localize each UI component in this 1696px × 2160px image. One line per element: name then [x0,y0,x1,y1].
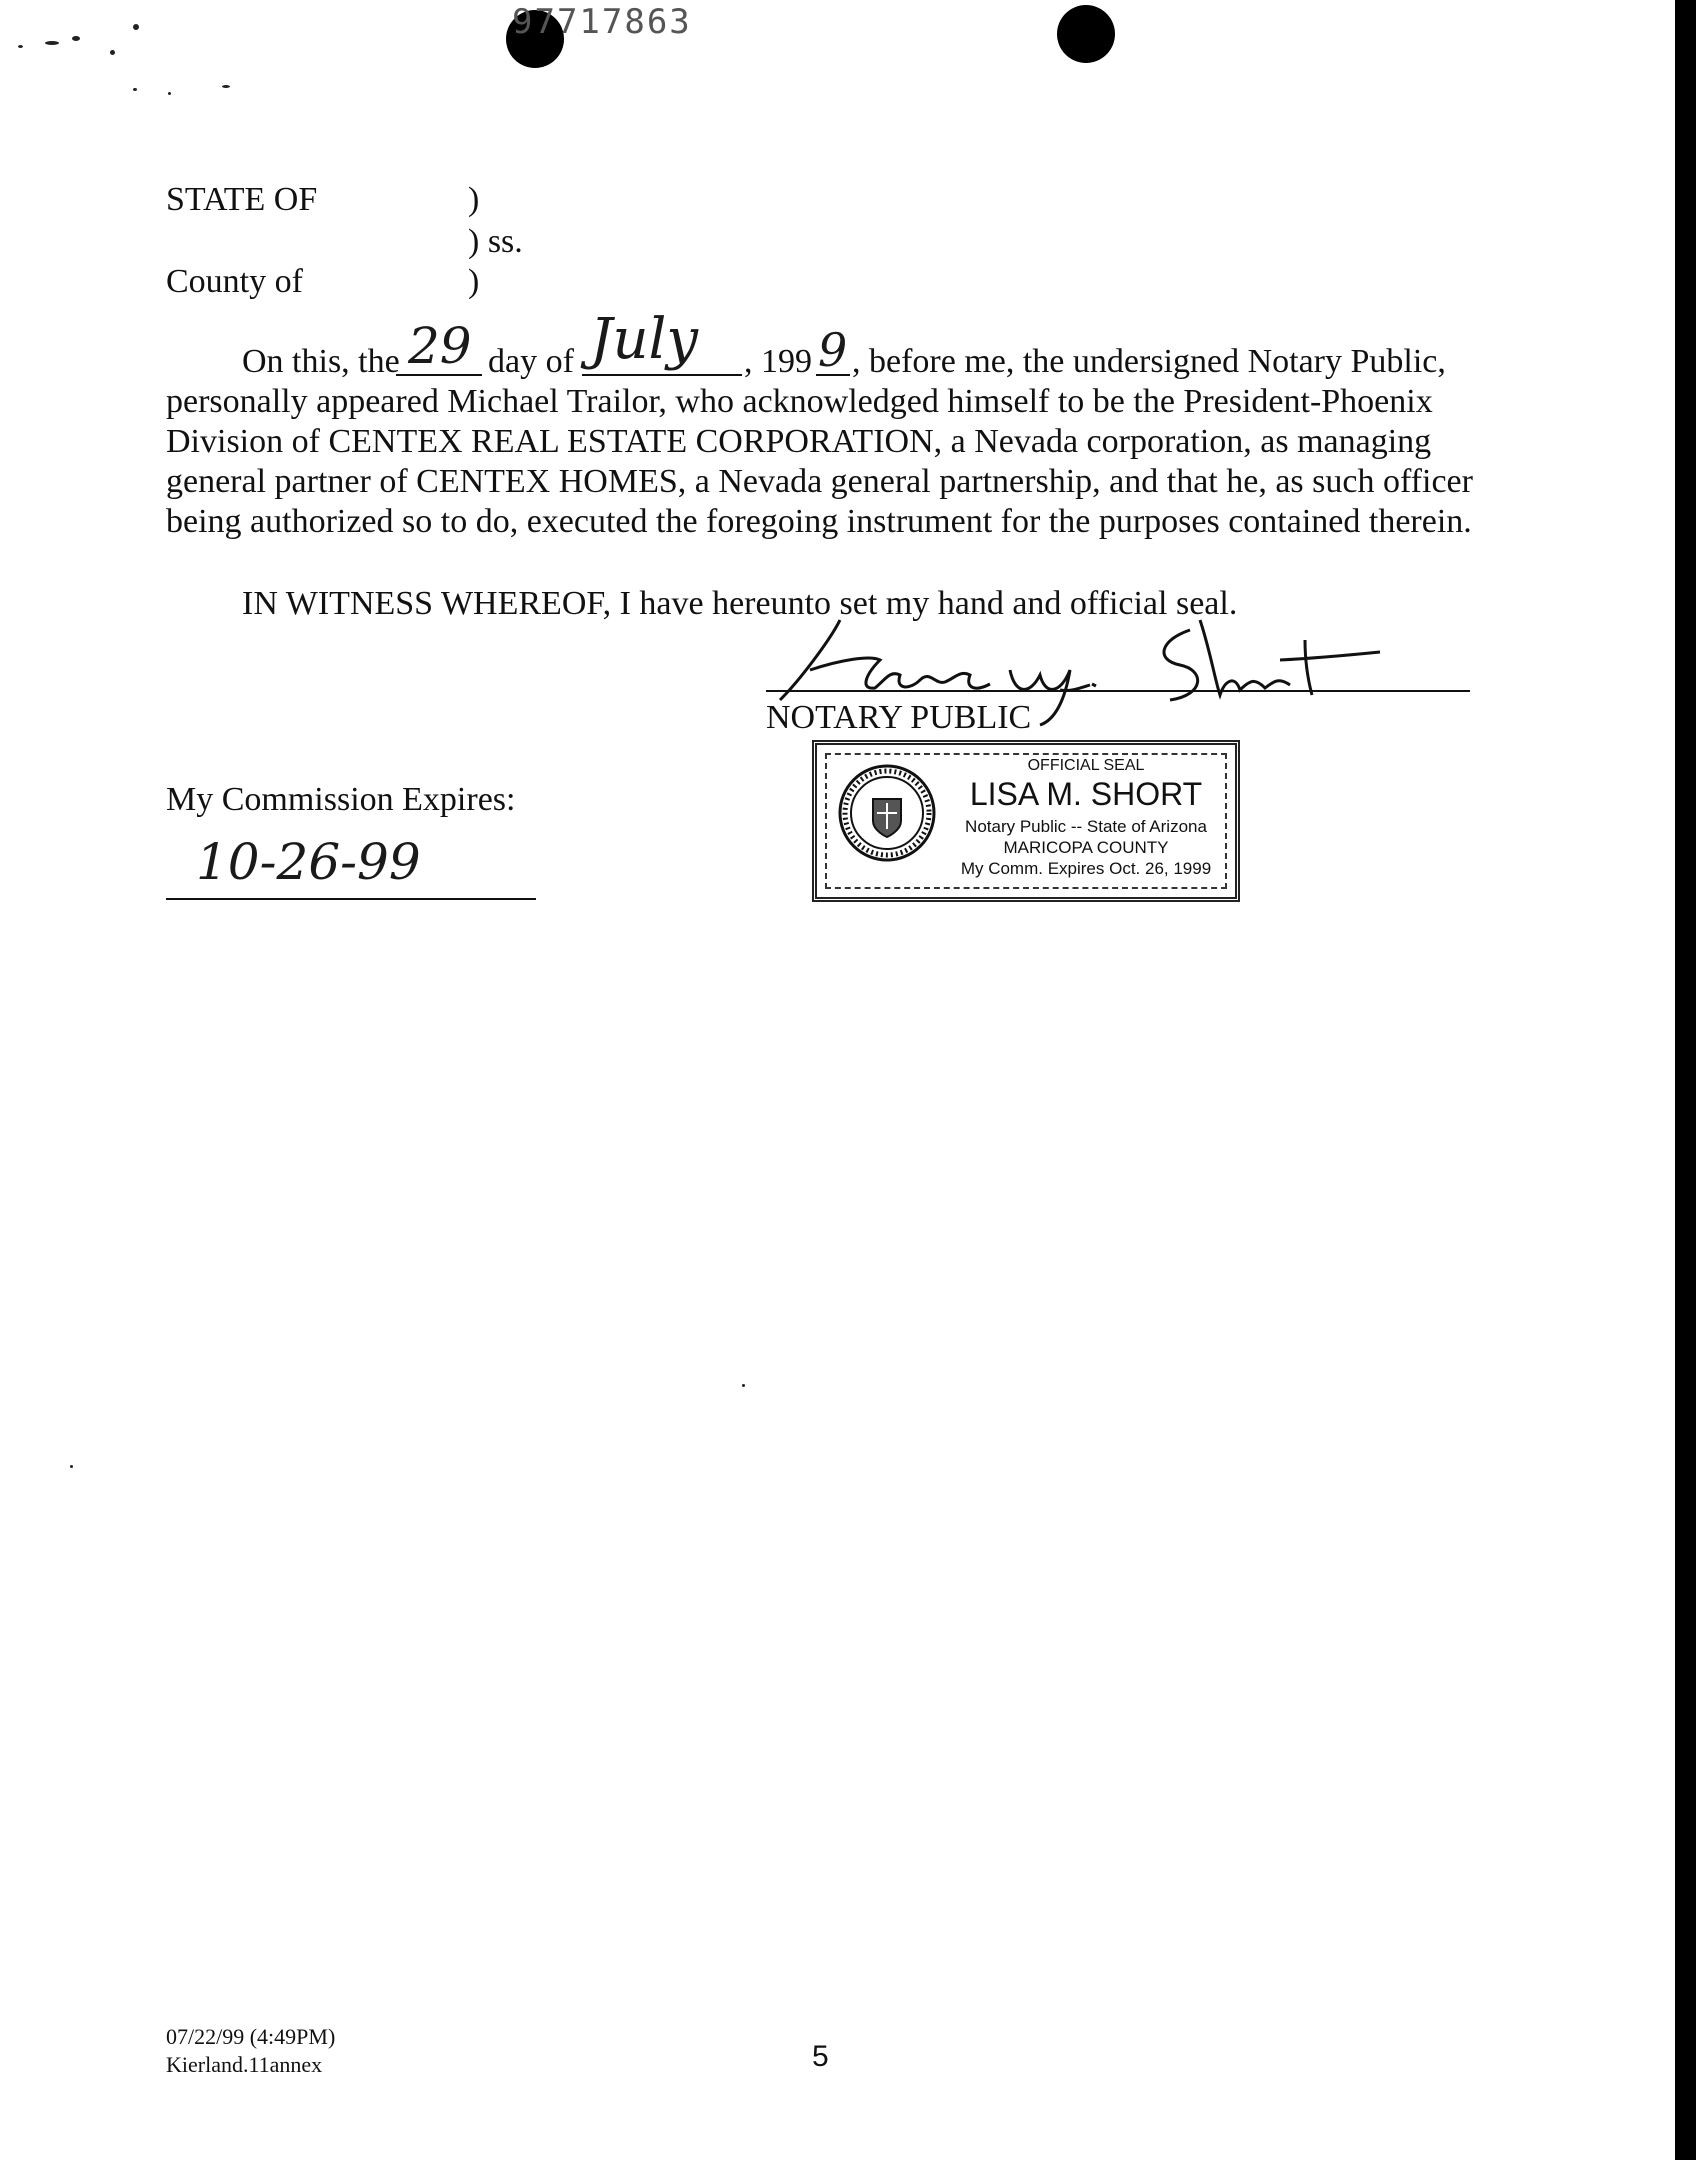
seal-line-1: Notary Public -- State of Arizona [965,817,1207,836]
scan-speck [133,88,137,91]
handwritten-commission-date: 10-26-99 [196,833,421,891]
ack-line-5: being authorized so to do, executed the foregoing instrument for the purposes contained therein. [166,503,1472,540]
scan-speck [70,1465,73,1468]
ack-line-4: general partner of CENTEX HOMES, a Nevada general partnership, and that he, as such officer [166,463,1473,500]
scan-speck [72,36,80,41]
ack-text-before-me: , before me, the undersigned Notary Public, [852,343,1446,380]
scan-speck [222,85,230,88]
month-blank [582,374,742,376]
page-number: 5 [812,2040,829,2073]
ack-text-year: , 199 [744,343,812,380]
commission-date-line [166,898,536,900]
scan-speck [110,50,115,55]
official-seal-stamp [812,740,1240,902]
handwritten-month: July [590,307,699,372]
seal-line-2: MARICOPA COUNTY [1003,838,1169,857]
county-label: County of [166,263,303,300]
scan-speck [133,24,139,30]
commission-expires-label: My Commission Expires: [166,781,516,818]
ack-text-dayof: day of [488,343,574,380]
handwritten-year-digit: 9 [818,323,848,377]
scan-speck [45,41,59,45]
ack-text-start: On this, the [242,343,400,380]
footer-filename: Kierland.11annex [166,2052,323,2077]
scan-speck [18,45,23,48]
seal-line-3: My Comm. Expires Oct. 26, 1999 [960,859,1212,878]
scan-speck [742,1384,745,1387]
document-number: 97717863 [512,2,692,42]
ack-line-2: personally appeared Michael Trailor, who acknowledged himself to be the President-Phoenix [166,383,1433,420]
scan-speck [168,92,171,95]
ack-line-3: Division of CENTEX REAL ESTATE CORPORATION, a Nevada corporation, as managing [166,423,1432,460]
state-seal-icon [837,763,937,863]
witness-clause: IN WITNESS WHEREOF, I have hereunto set my hand and official seal. [242,585,1238,622]
venue-paren: ) [468,263,480,300]
venue-ss: ) ss. [468,223,523,260]
notary-public-label: NOTARY PUBLIC [766,699,1032,736]
state-label: STATE OF [166,181,318,218]
seal-name: LISA M. SHORT [969,776,1203,812]
footer-timestamp: 07/22/99 (4:49PM) [166,2024,336,2049]
handwritten-day: 29 [408,317,472,375]
scan-edge-bar [1675,0,1696,2160]
punch-hole-right [1057,5,1115,63]
venue-paren: ) [468,181,480,218]
seal-heading: OFFICIAL SEAL [1027,757,1145,774]
